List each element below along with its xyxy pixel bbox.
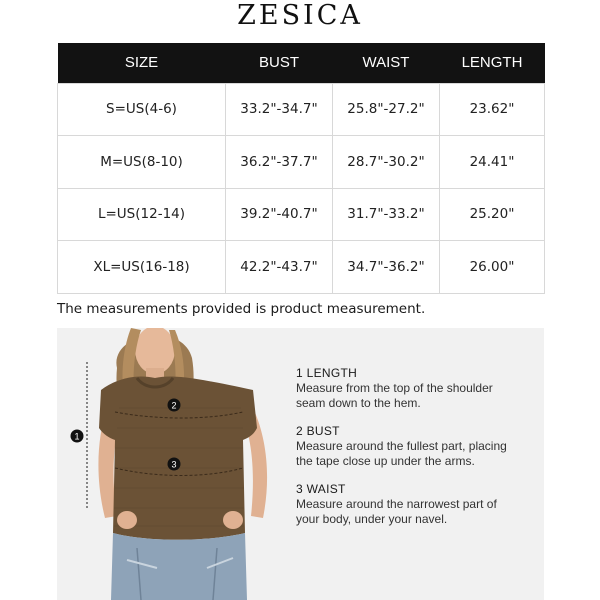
cell-bust: 33.2"-34.7" <box>226 83 333 136</box>
cell-size: L=US(12-14) <box>58 188 226 241</box>
guide-desc-line: Measure around the fullest part, placing <box>296 439 507 453</box>
guide-heading: 2 BUST <box>296 424 340 438</box>
model-photo-panel <box>57 328 544 600</box>
cell-size: M=US(8-10) <box>58 136 226 189</box>
guide-desc-line: Measure around the narrowest part of <box>296 497 497 511</box>
table-row <box>58 188 545 241</box>
guide-item-waist <box>296 482 536 527</box>
header-bust: BUST <box>226 43 333 83</box>
cell-length: 25.20" <box>440 188 545 241</box>
guide-desc-line: your body, under your navel. <box>296 512 448 526</box>
cell-waist: 31.7"-33.2" <box>333 188 440 241</box>
guide-heading: 3 WAIST <box>296 482 346 496</box>
guide-item-length <box>296 366 536 411</box>
guide-heading: 1 LENGTH <box>296 366 358 380</box>
table-row <box>58 83 545 136</box>
marker-waist: 3 <box>171 459 177 470</box>
header-size: SIZE <box>58 43 226 83</box>
cell-bust: 39.2"-40.7" <box>226 188 333 241</box>
header-waist: WAIST <box>333 43 440 83</box>
cell-waist: 34.7"-36.2" <box>333 241 440 294</box>
cell-length: 24.41" <box>440 136 545 189</box>
guide-desc-line: the tape close up under the arms. <box>296 454 475 468</box>
marker-length: 1 <box>74 431 80 442</box>
cell-waist: 25.8"-27.2" <box>333 83 440 136</box>
measurement-guide <box>296 366 536 540</box>
guide-desc-line: seam down to the hem. <box>296 396 421 410</box>
marker-bust: 2 <box>171 400 177 411</box>
header-length: LENGTH <box>440 43 545 83</box>
table-row <box>58 136 545 189</box>
cell-length: 26.00" <box>440 241 545 294</box>
table-header-row <box>58 43 545 83</box>
guide-desc-line: Measure from the top of the shoulder <box>296 381 493 395</box>
guide-item-bust <box>296 424 536 469</box>
cell-bust: 42.2"-43.7" <box>226 241 333 294</box>
cell-size: XL=US(16-18) <box>58 241 226 294</box>
cell-length: 23.62" <box>440 83 545 136</box>
measurement-note: The measurements provided is product measurement. <box>57 301 426 317</box>
cell-bust: 36.2"-37.7" <box>226 136 333 189</box>
cell-waist: 28.7"-30.2" <box>333 136 440 189</box>
cell-size: S=US(4-6) <box>58 83 226 136</box>
brand-logo: ZESICA <box>237 0 363 31</box>
size-chart-table <box>57 43 545 294</box>
table-row <box>58 241 545 294</box>
